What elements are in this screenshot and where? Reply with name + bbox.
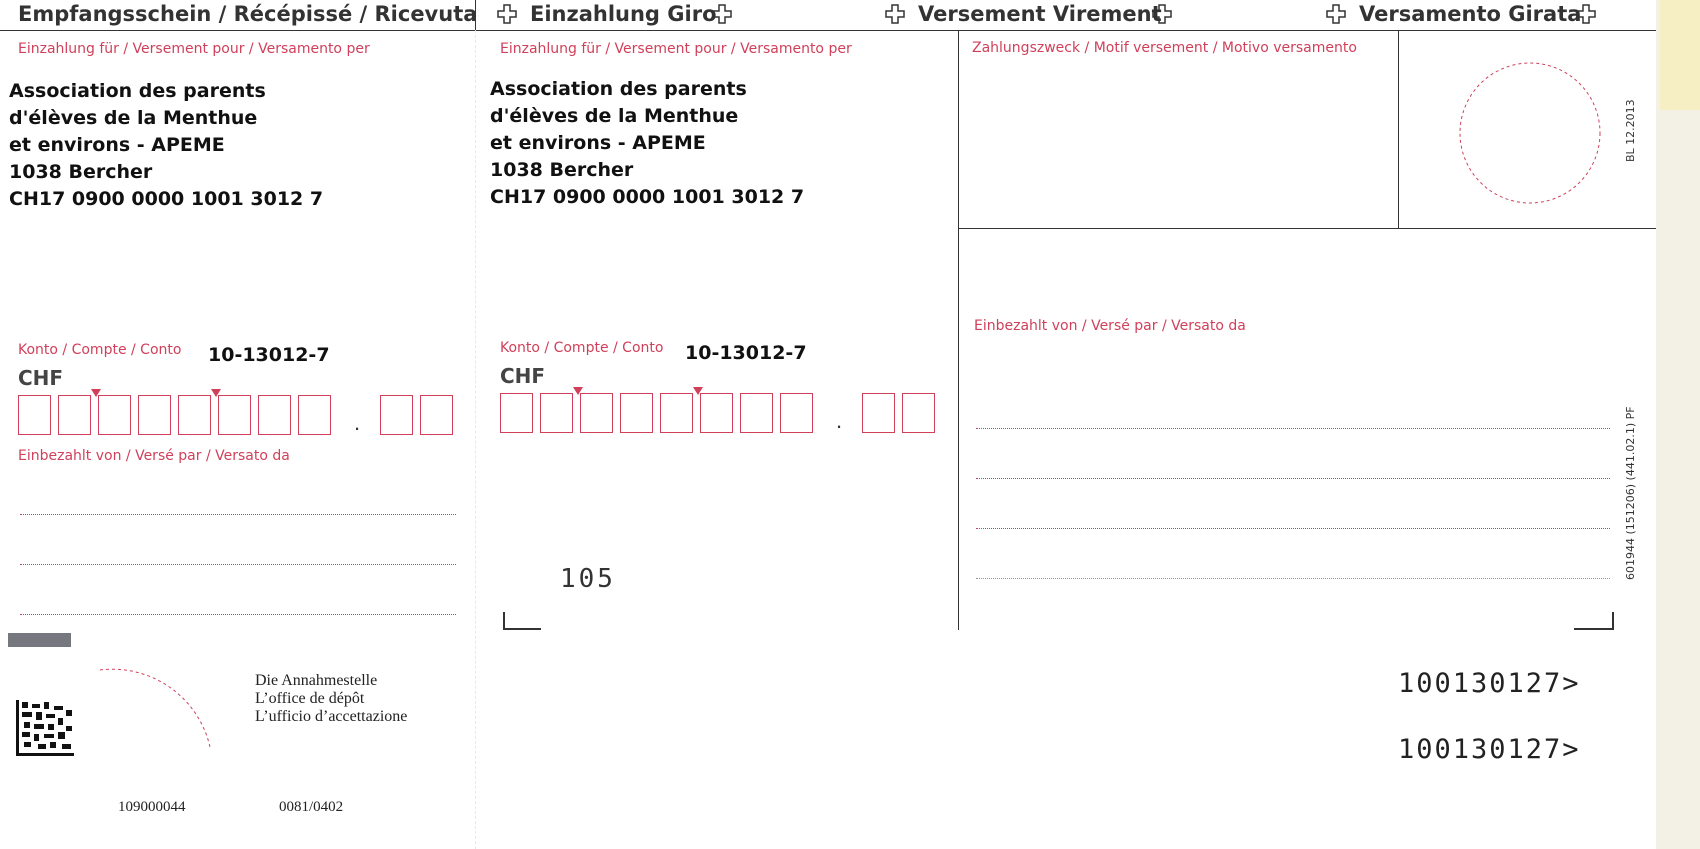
footer-code-left: 109000044 (118, 799, 186, 815)
swiss-cross-icon (885, 4, 905, 24)
stamp-area-arc (90, 662, 220, 752)
thousands-marker-icon (211, 389, 221, 397)
thousands-marker-icon (693, 387, 703, 395)
amount-cents-box[interactable] (420, 395, 453, 435)
form-reference-code: 601944 (151206) (441.02.1) PF (1624, 406, 1637, 580)
coding-line: 100130127> (1398, 734, 1581, 765)
purpose-divider (1398, 30, 1399, 228)
form-version-code: BL 12.2013 (1624, 99, 1637, 162)
receipt-currency: CHF (18, 366, 64, 390)
swiss-cross-icon (1152, 4, 1172, 24)
giro-account-label: Konto / Compte / Conto (500, 340, 664, 356)
beneficiary-line: Association des parents (9, 80, 266, 102)
beneficiary-line: et environs - APEME (9, 134, 225, 156)
amount-cents-box[interactable] (862, 393, 895, 433)
beneficiary-line: et environs - APEME (490, 132, 706, 154)
amount-digit-box[interactable] (660, 393, 693, 433)
swiss-cross-icon (1326, 4, 1346, 24)
amount-digit-box[interactable] (700, 393, 733, 433)
beneficiary-line: Association des parents (490, 78, 747, 100)
office-line: L’office de dépôt (255, 690, 365, 707)
receipt-title: Empfangsschein / Récépissé / Ricevuta (18, 2, 478, 26)
giro-title-fr: Versement Virement (918, 2, 1162, 26)
receipt-payment-for-label: Einzahlung für / Versement pour / Versamento per (18, 41, 370, 57)
giro-title-it: Versamento Girata (1359, 2, 1582, 26)
giro-paid-by-line[interactable] (976, 428, 1610, 429)
amount-digit-box[interactable] (540, 393, 573, 433)
header-divider (475, 0, 476, 30)
giro-paid-by-line[interactable] (976, 478, 1610, 479)
amount-digit-box[interactable] (138, 395, 171, 435)
amount-digit-box[interactable] (620, 393, 653, 433)
beneficiary-iban: CH17 0900 0000 1001 3012 7 (9, 188, 324, 210)
giro-paid-by-line[interactable] (976, 578, 1610, 579)
amount-digit-box[interactable] (780, 393, 813, 433)
thousands-marker-icon (91, 389, 101, 397)
receipt-grey-bar (8, 633, 71, 647)
office-line: L’ufficio d’accettazione (255, 708, 408, 725)
receipt-separator (475, 30, 476, 849)
amount-digit-box[interactable] (58, 395, 91, 435)
datamatrix-code-icon (16, 700, 74, 756)
footer-code-mid: 0081/0402 (279, 799, 344, 815)
giro-title-de: Einzahlung Giro (530, 2, 717, 26)
beneficiary-line: d'élèves de la Menthue (490, 105, 739, 127)
amount-digit-box[interactable] (500, 393, 533, 433)
swiss-cross-icon (712, 4, 732, 24)
paper-edge-tab (1660, 0, 1700, 110)
giro-paid-by-line[interactable] (976, 528, 1610, 529)
coding-line: 100130127> (1398, 668, 1581, 699)
decimal-mark: . (354, 410, 361, 435)
receipt-account-number: 10-13012-7 (208, 344, 330, 366)
amount-digit-box[interactable] (298, 395, 331, 435)
giro-vertical-divider (958, 30, 959, 630)
amount-cents-box[interactable] (380, 395, 413, 435)
thousands-marker-icon (573, 387, 583, 395)
decimal-mark: . (836, 408, 843, 433)
beneficiary-line: 1038 Bercher (9, 161, 153, 183)
amount-digit-box[interactable] (258, 395, 291, 435)
receipt-paid-by-label: Einbezahlt von / Versé par / Versato da (18, 448, 290, 464)
amount-digit-box[interactable] (178, 395, 211, 435)
giro-account-number: 10-13012-7 (685, 342, 807, 364)
corner-mark-right (1574, 612, 1614, 630)
office-line: Die Annahmestelle (255, 672, 378, 689)
giro-paid-by-label: Einbezahlt von / Versé par / Versato da (974, 318, 1246, 334)
giro-currency: CHF (500, 364, 546, 388)
purpose-rule (958, 228, 1656, 229)
beneficiary-iban: CH17 0900 0000 1001 3012 7 (490, 186, 805, 208)
serial-number: 105 (560, 564, 616, 594)
receipt-account-label: Konto / Compte / Conto (18, 342, 182, 358)
amount-digit-box[interactable] (218, 395, 251, 435)
paper-edge (1656, 0, 1700, 849)
receipt-paid-by-line[interactable] (20, 614, 456, 615)
stamp-circle-icon (1455, 58, 1605, 208)
amount-digit-box[interactable] (580, 393, 613, 433)
swiss-cross-icon (497, 4, 517, 24)
receipt-paid-by-line[interactable] (20, 514, 456, 515)
acceptance-office (255, 672, 407, 726)
amount-cents-box[interactable] (902, 393, 935, 433)
giro-beneficiary (490, 76, 804, 211)
beneficiary-line: 1038 Bercher (490, 159, 634, 181)
amount-digit-box[interactable] (18, 395, 51, 435)
corner-mark-left (503, 612, 541, 630)
amount-digit-box[interactable] (98, 395, 131, 435)
receipt-beneficiary (9, 78, 323, 213)
header-rule (0, 30, 1656, 31)
swiss-cross-icon (1576, 4, 1596, 24)
giro-payment-for-label: Einzahlung für / Versement pour / Versamento per (500, 41, 852, 57)
beneficiary-line: d'élèves de la Menthue (9, 107, 258, 129)
purpose-label: Zahlungszweck / Motif versement / Motivo versamento (972, 40, 1357, 56)
amount-digit-box[interactable] (740, 393, 773, 433)
receipt-paid-by-line[interactable] (20, 564, 456, 565)
